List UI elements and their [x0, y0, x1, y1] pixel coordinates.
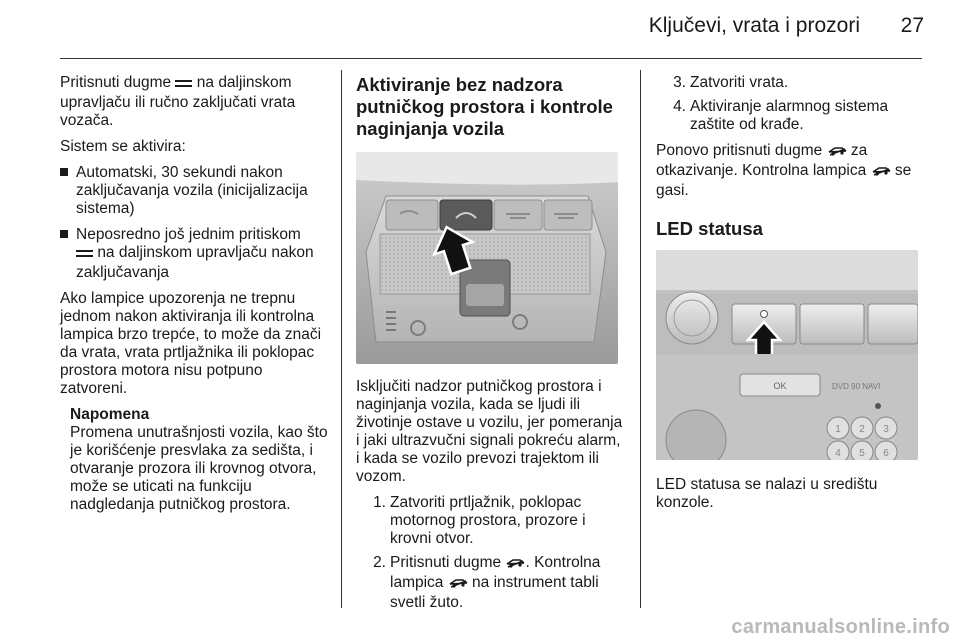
page-number: 27: [900, 14, 924, 37]
note-text: Promena unutrašnjosti vozila, kao što je korišćenje presvlaka za sedišta, i otvaranje prozora ili krovnog otvora, može se uticati na funkciju nadgledanja putničkog prostora.: [70, 424, 328, 513]
panel-ok-label: OK: [773, 381, 787, 391]
keypad-key: 5: [859, 448, 865, 459]
car-tilt-icon: [871, 164, 891, 182]
column-divider: [640, 70, 641, 608]
car-tilt-icon: [827, 144, 847, 162]
watermark: carmanualsonline.info: [731, 616, 950, 638]
paragraph: Pritisnuti dugme na daljinskom upravljaču ili ručno zaključati vrata vozača.: [60, 74, 296, 129]
bullet-square-icon: [60, 168, 68, 176]
car-tilt-icon: [505, 556, 525, 574]
list-item: 1. Zatvoriti prtljažnik, poklopac motornog prostora, prozore i krovni otvor.: [373, 494, 586, 547]
header-divider: [60, 58, 922, 59]
lock-bars-icon: [175, 76, 192, 94]
list-item: Neposredno još jednim pritiskom na daljinskom upravljaču nakon zaključavanja: [60, 226, 328, 282]
page-header-title: Ključevi, vrata i prozori: [648, 14, 860, 37]
section-heading: Aktiviranje bez nadzora putničkog prostora i kontrole naginjanja vozila: [356, 74, 613, 139]
paragraph: Isključiti nadzor putničkog prostora i naginjanja vozila, kada se ljudi ili životinje ostave u vozilu, jer pomeranja i jaki ultrazvučni signali pokreću alarm, i kada se vozilo prevozi trajektom ili vozom.: [356, 378, 623, 485]
column-divider: [341, 70, 342, 608]
note-title: Napomena: [70, 406, 150, 423]
lock-bars-icon: [76, 246, 93, 264]
keypad-key: 6: [883, 448, 889, 459]
keypad-key: 4: [835, 448, 841, 459]
paragraph: Ako lampice upozorenja ne trepnu jednom nakon aktiviranja ili kontrolna lampica brzo trepće, to može da znači da vrata, vrata prtljažnika ili poklopac prostora motora nisu potpuno zatvoreni.: [60, 290, 322, 397]
keypad-key: 2: [859, 424, 865, 435]
bullet-list: [60, 164, 328, 282]
step-list: [656, 74, 922, 134]
paragraph: Sistem se aktivira:: [60, 138, 186, 155]
bullet-square-icon: [60, 230, 68, 238]
keypad-key: 3: [883, 424, 889, 435]
list-item: Automatski, 30 sekundi nakon zaključavanja vozila (inicijalizacija sistema): [60, 164, 328, 218]
car-tilt-icon: [448, 576, 468, 594]
overhead-console-photo: [356, 152, 618, 364]
panel-brand-label: DVD 90 NAVI: [832, 382, 881, 391]
section-heading: LED statusa: [656, 218, 763, 239]
column-3: [656, 74, 922, 520]
list-item: 4. Aktiviranje alarmnog sistema zaštite od krađe.: [673, 98, 889, 133]
list-item: 2. Pritisnuti dugme . Kontrolna lampica na instrument tabli svetli žuto.: [373, 554, 601, 611]
keypad-key: 1: [835, 424, 841, 435]
paragraph: Ponovo pritisnuti dugme za otkazivanje. Kontrolna lampica se gasi.: [656, 142, 912, 199]
center-console-photo: [656, 250, 918, 460]
step-list: [356, 494, 626, 612]
column-1: [60, 74, 328, 514]
paragraph: LED statusa se nalazi u središtu konzole.: [656, 476, 878, 511]
column-2: [356, 74, 626, 620]
list-item: 3. Zatvoriti vrata.: [673, 74, 789, 91]
note-box: [60, 406, 328, 514]
